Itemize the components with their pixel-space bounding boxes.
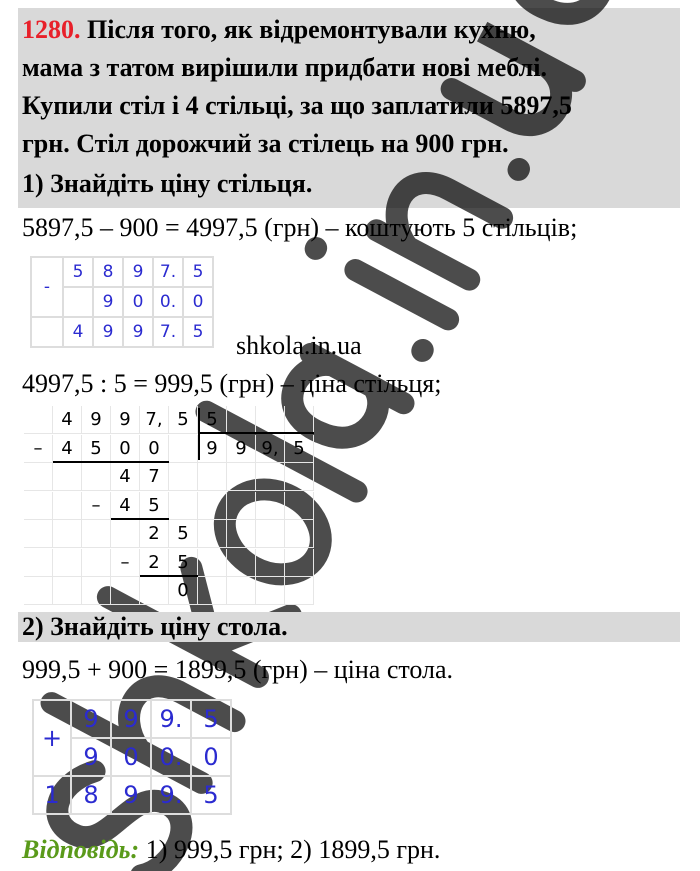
division-cell: 9 bbox=[198, 435, 227, 463]
division-cell bbox=[285, 492, 314, 520]
plus-sign: + bbox=[33, 700, 71, 776]
division-cell: 0 bbox=[111, 435, 140, 463]
division-cell bbox=[111, 520, 140, 548]
digit: 5 bbox=[63, 257, 93, 287]
division-cell bbox=[227, 463, 256, 491]
problem-line-3: Купили стіл і 4 стільці, за що заплатили 5897,5 bbox=[22, 91, 572, 120]
division-cell bbox=[169, 435, 198, 463]
division-cell: 4 bbox=[53, 406, 82, 434]
subtraction-table bbox=[30, 256, 214, 348]
digit: 9 bbox=[111, 700, 151, 738]
step1-equation-1: 5897,5 – 900 = 4997,5 (грн) – коштують 5 стільців; bbox=[22, 213, 578, 242]
quotient-line bbox=[198, 432, 314, 434]
digit: 9. bbox=[151, 776, 191, 814]
division-cell: 7 bbox=[140, 463, 169, 491]
digit: 7. bbox=[153, 317, 183, 347]
division-cell bbox=[53, 463, 82, 491]
digit: 4 bbox=[63, 317, 93, 347]
digit: 7. bbox=[153, 257, 183, 287]
division-cell: – bbox=[24, 435, 53, 463]
division-cell bbox=[227, 577, 256, 605]
division-cell bbox=[227, 549, 256, 577]
digit: 5 bbox=[191, 700, 231, 738]
division-cell: 0 bbox=[169, 577, 198, 605]
division-cell bbox=[24, 463, 53, 491]
division-cell: 5 bbox=[169, 549, 198, 577]
division-cell bbox=[198, 549, 227, 577]
division-cell: 9 bbox=[227, 435, 256, 463]
division-cell: 5 bbox=[140, 492, 169, 520]
division-cell bbox=[53, 520, 82, 548]
digit: 9 bbox=[71, 738, 111, 776]
division-cell: 5 bbox=[285, 435, 314, 463]
addition-table bbox=[32, 699, 232, 815]
digit: 0 bbox=[111, 738, 151, 776]
problem-line-4: грн. Стіл дорожчий за стілець на 900 грн. bbox=[22, 129, 509, 158]
division-cell bbox=[82, 549, 111, 577]
division-cell bbox=[285, 577, 314, 605]
division-cell bbox=[285, 406, 314, 434]
digit: 5 bbox=[183, 317, 213, 347]
divisor-bar bbox=[198, 408, 200, 460]
division-cell bbox=[53, 492, 82, 520]
division-cell bbox=[256, 549, 285, 577]
division-cell bbox=[227, 406, 256, 434]
division-cell bbox=[140, 577, 169, 605]
division-cell: – bbox=[111, 549, 140, 577]
division-cell bbox=[169, 492, 198, 520]
digit: 9 bbox=[93, 287, 123, 317]
division-cell bbox=[24, 549, 53, 577]
digit: 0 bbox=[123, 287, 153, 317]
digit: 5 bbox=[191, 776, 231, 814]
division-cell bbox=[24, 520, 53, 548]
digit: 5 bbox=[183, 257, 213, 287]
division-cell bbox=[256, 577, 285, 605]
answer bbox=[22, 834, 440, 866]
digit bbox=[63, 287, 93, 317]
division-cell: 2 bbox=[140, 549, 169, 577]
division-cell bbox=[111, 577, 140, 605]
division-cell bbox=[24, 406, 53, 434]
division-cell: 7, bbox=[140, 406, 169, 434]
answer-text: 1) 999,5 грн; 2) 1899,5 грн. bbox=[139, 835, 441, 864]
division-cell bbox=[198, 463, 227, 491]
digit bbox=[31, 317, 63, 347]
digit: 0 bbox=[183, 287, 213, 317]
division-cell bbox=[198, 577, 227, 605]
division-line bbox=[111, 518, 169, 520]
division-cell bbox=[24, 577, 53, 605]
digit: 9 bbox=[123, 257, 153, 287]
problem-line-1 bbox=[22, 14, 536, 46]
digit: 9 bbox=[111, 776, 151, 814]
division-cell: 5 bbox=[169, 406, 198, 434]
division-cell bbox=[198, 492, 227, 520]
digit: 9. bbox=[151, 700, 191, 738]
division-cell bbox=[169, 463, 198, 491]
problem-number: 1280. bbox=[22, 15, 81, 44]
digit: 9 bbox=[71, 700, 111, 738]
division-cell bbox=[24, 492, 53, 520]
step2-title: 2) Знайдіть ціну стола. bbox=[22, 612, 288, 641]
division-cell: 4 bbox=[53, 435, 82, 463]
digit: 0 bbox=[191, 738, 231, 776]
division-cell bbox=[82, 463, 111, 491]
answer-label: Відповідь: bbox=[22, 835, 140, 864]
division-cell bbox=[53, 549, 82, 577]
division-cell: 0 bbox=[140, 435, 169, 463]
division-cell bbox=[285, 549, 314, 577]
digit: 9 bbox=[93, 317, 123, 347]
division-cell: 9 bbox=[111, 406, 140, 434]
division-cell bbox=[256, 520, 285, 548]
division-cell bbox=[256, 492, 285, 520]
division-line bbox=[53, 461, 169, 463]
site-label: shkola.in.ua bbox=[236, 331, 362, 360]
minus-sign: - bbox=[31, 257, 63, 317]
division-cell bbox=[82, 577, 111, 605]
division-cell: 5 bbox=[82, 435, 111, 463]
division-cell: 2 bbox=[140, 520, 169, 548]
division-cell bbox=[227, 492, 256, 520]
digit: 9 bbox=[123, 317, 153, 347]
division-line bbox=[140, 575, 198, 577]
division-cell bbox=[198, 520, 227, 548]
digit: 0. bbox=[153, 287, 183, 317]
division-cell bbox=[53, 577, 82, 605]
step2-equation: 999,5 + 900 = 1899,5 (грн) – ціна стола. bbox=[22, 655, 454, 684]
step1-title: 1) Знайдіть ціну стільця. bbox=[22, 169, 313, 198]
division-cell: 9, bbox=[256, 435, 285, 463]
digit: 1 bbox=[33, 776, 71, 814]
problem-line-2: мама з татом вирішили придбати нові меблі. bbox=[22, 53, 547, 82]
division-cell: 5 bbox=[169, 520, 198, 548]
step1-equation-2: 4997,5 : 5 = 999,5 (грн) – ціна стільця; bbox=[22, 369, 442, 398]
division-cell bbox=[227, 520, 256, 548]
long-division-grid bbox=[24, 406, 314, 606]
division-cell bbox=[82, 520, 111, 548]
problem-text: Після того, як відремонтували кухню, bbox=[87, 15, 536, 44]
division-cell bbox=[256, 463, 285, 491]
digit: 8 bbox=[71, 776, 111, 814]
digit: 0. bbox=[151, 738, 191, 776]
digit: 8 bbox=[93, 257, 123, 287]
division-cell: 5 bbox=[198, 406, 227, 434]
division-cell bbox=[285, 463, 314, 491]
division-cell: – bbox=[82, 492, 111, 520]
division-cell: 4 bbox=[111, 463, 140, 491]
division-cell: 4 bbox=[111, 492, 140, 520]
division-cell bbox=[285, 520, 314, 548]
division-cell bbox=[256, 406, 285, 434]
division-cell: 9 bbox=[82, 406, 111, 434]
